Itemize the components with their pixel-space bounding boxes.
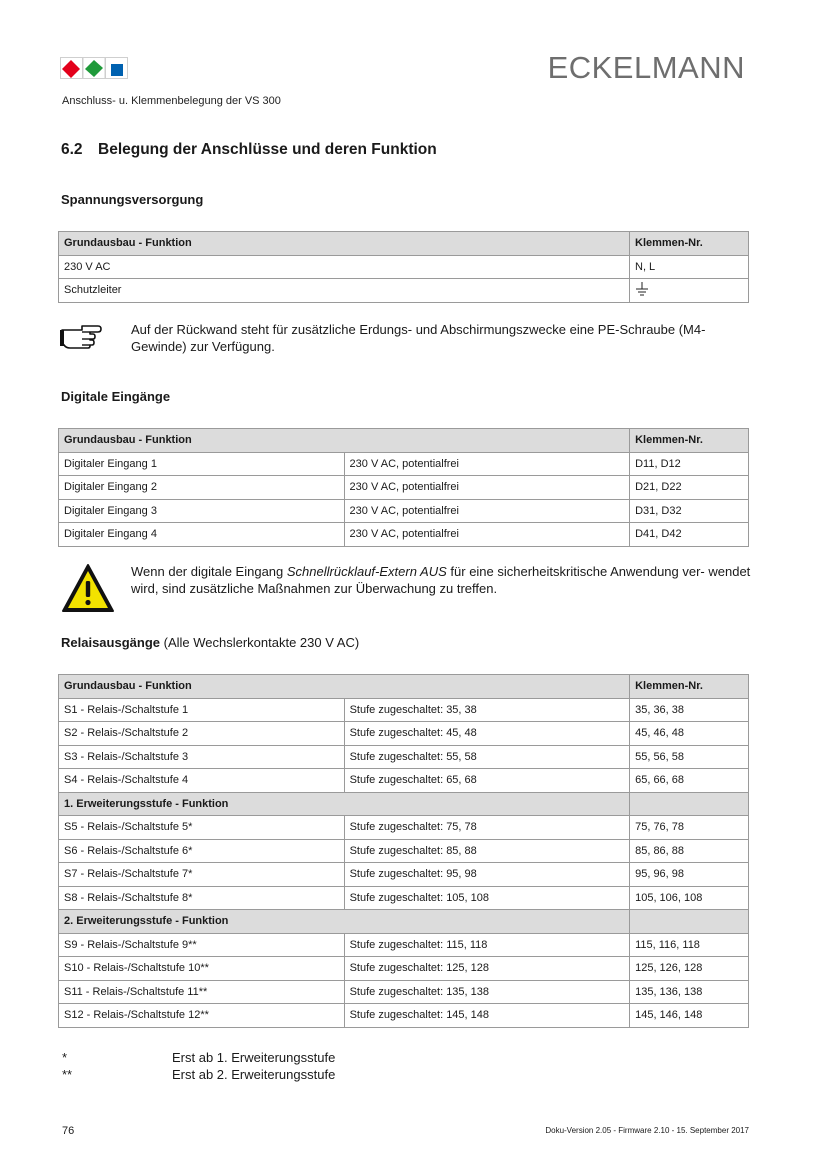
row-terminal: D11, D12: [630, 452, 749, 476]
safety-warning-note: [131, 563, 751, 597]
row-function: Digitaler Eingang 2: [59, 476, 345, 500]
footnote-mark: **: [62, 1067, 73, 1082]
row-description: 230 V AC, potentialfrei: [344, 476, 630, 500]
pointing-hand-icon: [60, 322, 102, 350]
row-function: S12 - Relais-/Schaltstufe 12**: [59, 1004, 345, 1028]
table-row: [59, 722, 749, 746]
ground-icon: [635, 281, 649, 297]
row-terminal: 95, 96, 98: [630, 863, 749, 887]
table-row: [59, 863, 749, 887]
row-description: Stufe zugeschaltet: 35, 38: [344, 698, 630, 722]
row-function: S11 - Relais-/Schaltstufe 11**: [59, 980, 345, 1004]
footnote-text: Erst ab 1. Erweiterungsstufe: [172, 1050, 336, 1065]
brand-name: ECKELMANN: [547, 50, 745, 85]
table-header-row: [59, 429, 749, 453]
row-description: Stufe zugeschaltet: 65, 68: [344, 769, 630, 793]
row-description: 230 V AC, potentialfrei: [344, 499, 630, 523]
row-description: Stufe zugeschaltet: 135, 138: [344, 980, 630, 1004]
row-description: Stufe zugeschaltet: 105, 108: [344, 886, 630, 910]
row-terminal: 115, 116, 118: [630, 933, 749, 957]
table-row: [59, 839, 749, 863]
row-description: Stufe zugeschaltet: 55, 58: [344, 745, 630, 769]
extension-1-header-empty: [630, 792, 749, 816]
row-function: S4 - Relais-/Schaltstufe 4: [59, 769, 345, 793]
row-function: S3 - Relais-/Schaltstufe 3: [59, 745, 345, 769]
power-table: [58, 231, 749, 303]
row-terminal: 65, 66, 68: [630, 769, 749, 793]
row-function: S1 - Relais-/Schaltstufe 1: [59, 698, 345, 722]
warning-text-start: Wenn der digitale Eingang: [131, 564, 287, 579]
row-function: Schutzleiter: [59, 279, 630, 303]
header-function: Grundausbau - Funktion: [59, 232, 630, 256]
table-row: [59, 523, 749, 547]
row-description: Stufe zugeschaltet: 85, 88: [344, 839, 630, 863]
digital-inputs-table: [58, 428, 749, 547]
row-function: Digitaler Eingang 3: [59, 499, 345, 523]
pe-screw-note: Auf der Rückwand steht für zusätzliche Erdungs- und Abschirmungszwecke eine PE-Schraube (M4-Gewinde) zur Verfügung.: [131, 322, 706, 354]
header-function: Grundausbau - Funktion: [59, 675, 630, 699]
row-terminal: D41, D42: [630, 523, 749, 547]
warning-text-end: für eine sicherheitskritische Anwendung ver- wendet wird, sind zusätzliche Maßnahmen zur Überwachung zu treffen.: [131, 564, 751, 596]
row-description: Stufe zugeschaltet: 95, 98: [344, 863, 630, 887]
table-row: [59, 769, 749, 793]
footnote: [62, 1050, 335, 1065]
row-description: Stufe zugeschaltet: 145, 148: [344, 1004, 630, 1028]
table-row: [59, 255, 749, 279]
row-function: 230 V AC: [59, 255, 630, 279]
section-heading: [61, 141, 437, 159]
table-row: [59, 957, 749, 981]
extension-2-header: 2. Erweiterungsstufe - Funktion: [59, 910, 630, 934]
row-function: Digitaler Eingang 4: [59, 523, 345, 547]
row-terminal: 35, 36, 38: [630, 698, 749, 722]
version-info: Doku-Version 2.05 - Firmware 2.10 - 15. September 2017: [545, 1126, 749, 1135]
table-row: [59, 745, 749, 769]
row-function: S5 - Relais-/Schaltstufe 5*: [59, 816, 345, 840]
row-terminal: N, L: [630, 255, 749, 279]
table-row: [59, 1004, 749, 1028]
relay-heading-suffix: (Alle Wechslerkontakte 230 V AC): [160, 635, 360, 650]
digital-inputs-heading: Digitale Eingänge: [61, 389, 171, 404]
extension-1-header: 1. Erweiterungsstufe - Funktion: [59, 792, 630, 816]
ground-symbol-cell: [630, 279, 749, 303]
table-row: [59, 980, 749, 1004]
document-subtitle: Anschluss- u. Klemmenbelegung der VS 300: [62, 95, 281, 107]
row-terminal: 45, 46, 48: [630, 722, 749, 746]
row-description: 230 V AC, potentialfrei: [344, 452, 630, 476]
row-terminal: 105, 106, 108: [630, 886, 749, 910]
row-terminal: 55, 56, 58: [630, 745, 749, 769]
extension-2-header-empty: [630, 910, 749, 934]
table-row: [59, 279, 749, 303]
table-row: [59, 886, 749, 910]
row-function: Digitaler Eingang 1: [59, 452, 345, 476]
row-function: S9 - Relais-/Schaltstufe 9**: [59, 933, 345, 957]
row-terminal: D21, D22: [630, 476, 749, 500]
extension-2-header-row: [59, 910, 749, 934]
page-number: 76: [62, 1125, 75, 1137]
row-function: S6 - Relais-/Schaltstufe 6*: [59, 839, 345, 863]
footnote-mark: *: [62, 1050, 68, 1065]
footnote-text: Erst ab 2. Erweiterungsstufe: [172, 1067, 336, 1082]
relay-outputs-table: [58, 674, 749, 1028]
header-terminal: Klemmen-Nr.: [630, 429, 749, 453]
row-description: Stufe zugeschaltet: 45, 48: [344, 722, 630, 746]
row-terminal: 135, 136, 138: [630, 980, 749, 1004]
row-terminal: 75, 76, 78: [630, 816, 749, 840]
relay-heading-label: Relaisausgänge: [61, 635, 160, 650]
section-number: 6.2: [61, 141, 83, 158]
logo-blue-square: [111, 64, 123, 76]
table-row: [59, 499, 749, 523]
row-description: 230 V AC, potentialfrei: [344, 523, 630, 547]
row-terminal: D31, D32: [630, 499, 749, 523]
warning-triangle-icon: [61, 563, 115, 613]
power-heading: Spannungsversorgung: [61, 192, 204, 207]
row-terminal: 125, 126, 128: [630, 957, 749, 981]
table-row: [59, 816, 749, 840]
row-function: S2 - Relais-/Schaltstufe 2: [59, 722, 345, 746]
footnote: [62, 1067, 335, 1082]
table-row: [59, 476, 749, 500]
section-title: Belegung der Anschlüsse und deren Funktion: [98, 141, 437, 158]
header-terminal: Klemmen-Nr.: [630, 232, 749, 256]
table-header-row: [59, 232, 749, 256]
row-description: Stufe zugeschaltet: 125, 128: [344, 957, 630, 981]
header-terminal: Klemmen-Nr.: [630, 675, 749, 699]
row-description: Stufe zugeschaltet: 115, 118: [344, 933, 630, 957]
extension-1-header-row: [59, 792, 749, 816]
row-terminal: 145, 146, 148: [630, 1004, 749, 1028]
table-header-row: [59, 675, 749, 699]
row-function: S10 - Relais-/Schaltstufe 10**: [59, 957, 345, 981]
relay-outputs-heading: [61, 635, 359, 650]
eckelmann-logo: [60, 57, 128, 79]
table-row: [59, 698, 749, 722]
row-function: S7 - Relais-/Schaltstufe 7*: [59, 863, 345, 887]
row-description: Stufe zugeschaltet: 75, 78: [344, 816, 630, 840]
table-row: [59, 452, 749, 476]
warning-text-emphasis: Schnellrücklauf-Extern AUS: [286, 564, 447, 579]
row-function: S8 - Relais-/Schaltstufe 8*: [59, 886, 345, 910]
header-function: Grundausbau - Funktion: [59, 429, 630, 453]
row-terminal: 85, 86, 88: [630, 839, 749, 863]
table-row: [59, 933, 749, 957]
